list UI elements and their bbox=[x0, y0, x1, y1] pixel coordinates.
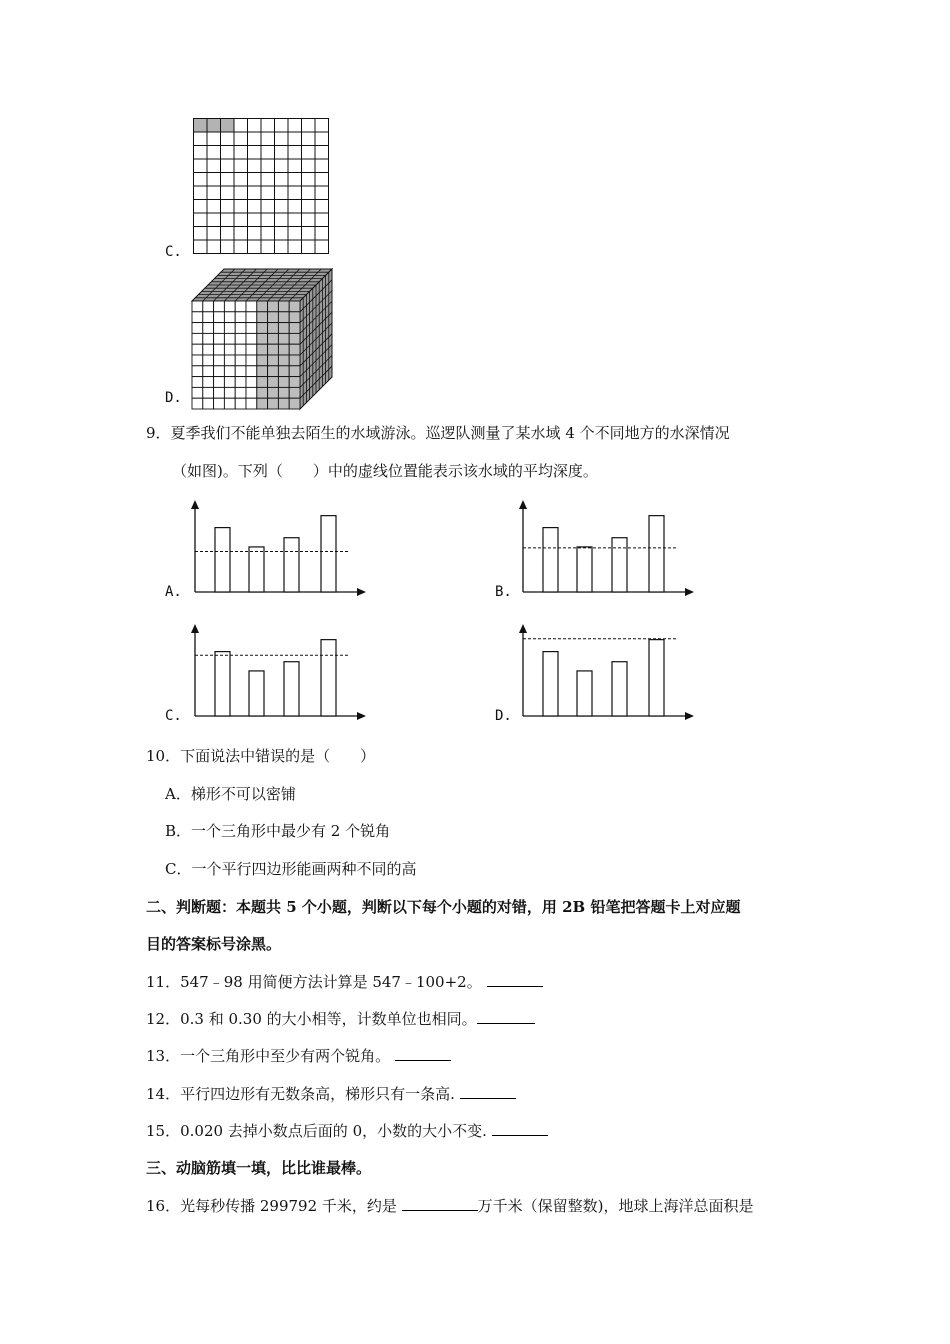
cube-front-cell bbox=[192, 312, 203, 323]
cube-front-cell bbox=[278, 398, 289, 409]
grid-cell bbox=[207, 240, 221, 254]
grid-cell bbox=[261, 186, 275, 200]
cube-front-cell bbox=[224, 398, 235, 409]
cube-front-cell bbox=[289, 398, 300, 409]
cube-front-cell bbox=[192, 301, 203, 312]
grid-cell bbox=[234, 159, 248, 173]
grid-cell bbox=[194, 119, 208, 133]
grid-cell bbox=[194, 186, 208, 200]
depth-bar bbox=[577, 547, 592, 592]
grid-cell bbox=[302, 146, 316, 160]
cube-front-cell bbox=[246, 366, 257, 377]
grid-cell bbox=[261, 173, 275, 187]
depth-bar bbox=[249, 671, 264, 716]
grid-cell bbox=[302, 119, 316, 133]
cube-front-cell bbox=[246, 398, 257, 409]
judgment-15-text: 15．0.020 去掉小数点后面的 0，小数的大小不变. bbox=[146, 1122, 487, 1140]
cube-front-cell bbox=[224, 333, 235, 344]
cube-front-cell bbox=[268, 366, 279, 377]
cube-front-cell bbox=[268, 312, 279, 323]
cube-front-cell bbox=[246, 301, 257, 312]
grid-cell bbox=[221, 146, 235, 160]
cube-front-cell bbox=[235, 387, 246, 398]
grid-cell bbox=[288, 186, 302, 200]
cube-front-cell bbox=[235, 355, 246, 366]
judgment-12 bbox=[146, 1009, 535, 1029]
cube-front-cell bbox=[203, 377, 214, 388]
cube-front-cell bbox=[224, 312, 235, 323]
cube-front-cell bbox=[268, 344, 279, 355]
cube-front-cell bbox=[257, 301, 268, 312]
thousand-cube-figure bbox=[190, 268, 338, 404]
grid-cell bbox=[315, 173, 329, 187]
cube-front-cell bbox=[192, 355, 203, 366]
depth-bar bbox=[649, 640, 664, 716]
grid-cell bbox=[288, 213, 302, 227]
grid-cell bbox=[288, 200, 302, 214]
cube-front-cell bbox=[289, 333, 300, 344]
depth-bar bbox=[543, 528, 558, 592]
grid-cell bbox=[234, 227, 248, 241]
grid-cell bbox=[315, 186, 329, 200]
grid-cell bbox=[288, 240, 302, 254]
grid-cell bbox=[302, 159, 316, 173]
cube-front-cell bbox=[203, 387, 214, 398]
q9-chart-d bbox=[508, 620, 698, 724]
answer-blank-13[interactable] bbox=[395, 1046, 451, 1061]
cube-front-cell bbox=[224, 355, 235, 366]
grid-cell bbox=[288, 119, 302, 133]
cube-front-cell bbox=[192, 398, 203, 409]
grid-cell bbox=[261, 213, 275, 227]
judgment-12-text: 12．0.3 和 0.30 的大小相等，计数单位也相同。 bbox=[146, 1010, 477, 1028]
grid-cell bbox=[315, 200, 329, 214]
section-2-heading-line2: 目的答案标号涂黑。 bbox=[146, 935, 282, 953]
depth-bar bbox=[612, 538, 627, 592]
cube-front-cell bbox=[203, 398, 214, 409]
cube-front-cell bbox=[278, 366, 289, 377]
grid-cell bbox=[221, 240, 235, 254]
grid-cell bbox=[248, 186, 262, 200]
grid-cell bbox=[248, 200, 262, 214]
grid-cell bbox=[275, 200, 289, 214]
grid-cell bbox=[207, 213, 221, 227]
q9-option-c-label: C. bbox=[165, 708, 182, 724]
cube-front-cell bbox=[289, 344, 300, 355]
cube-front-cell bbox=[257, 333, 268, 344]
cube-front-cell bbox=[224, 301, 235, 312]
grid-cell bbox=[221, 119, 235, 133]
grid-cell bbox=[207, 186, 221, 200]
grid-cell bbox=[315, 132, 329, 146]
grid-cell bbox=[261, 159, 275, 173]
grid-cell bbox=[315, 227, 329, 241]
grid-cell bbox=[221, 213, 235, 227]
cube-front-cell bbox=[289, 355, 300, 366]
grid-cell bbox=[221, 186, 235, 200]
grid-cell bbox=[207, 159, 221, 173]
cube-front-cell bbox=[214, 377, 225, 388]
question-16-part2: 万千米（保留整数)，地球上海洋总面积是 bbox=[477, 1197, 754, 1215]
cube-front-cell bbox=[214, 301, 225, 312]
depth-bar bbox=[284, 662, 299, 716]
cube-front-cell bbox=[224, 387, 235, 398]
grid-cell bbox=[234, 146, 248, 160]
grid-cell bbox=[194, 213, 208, 227]
cube-front-cell bbox=[214, 333, 225, 344]
cube-front-cell bbox=[268, 377, 279, 388]
question-9-line2: （如图)。下列（ ）中的虚线位置能表示该水域的平均深度。 bbox=[172, 462, 598, 480]
grid-cell bbox=[315, 146, 329, 160]
grid-cell bbox=[288, 132, 302, 146]
cube-front-cell bbox=[257, 355, 268, 366]
cube-front-cell bbox=[278, 377, 289, 388]
q9-option-d-label: D. bbox=[495, 708, 512, 724]
option-d-label-q8: D. bbox=[165, 390, 182, 406]
cube-front-cell bbox=[268, 323, 279, 334]
grid-cell bbox=[248, 213, 262, 227]
grid-cell bbox=[315, 119, 329, 133]
grid-cell bbox=[248, 227, 262, 241]
grid-cell bbox=[221, 173, 235, 187]
answer-blank-16[interactable] bbox=[402, 1196, 478, 1211]
cube-front-cell bbox=[278, 355, 289, 366]
grid-cell bbox=[207, 146, 221, 160]
cube-front-cell bbox=[289, 387, 300, 398]
grid-cell bbox=[261, 240, 275, 254]
grid-cell bbox=[302, 240, 316, 254]
depth-bar bbox=[649, 516, 664, 592]
cube-front-cell bbox=[289, 323, 300, 334]
grid-cell bbox=[261, 132, 275, 146]
cube-front-cell bbox=[203, 344, 214, 355]
grid-cell bbox=[302, 200, 316, 214]
question-10-stem: 10．下面说法中错误的是（ ） bbox=[146, 747, 376, 765]
cube-front-cell bbox=[257, 398, 268, 409]
q9-chart-a bbox=[180, 496, 370, 600]
cube-front-cell bbox=[203, 301, 214, 312]
grid-cell bbox=[248, 240, 262, 254]
cube-front-cell bbox=[214, 323, 225, 334]
cube-front-cell bbox=[192, 377, 203, 388]
grid-cell bbox=[275, 227, 289, 241]
grid-cell bbox=[275, 159, 289, 173]
cube-front-cell bbox=[246, 387, 257, 398]
grid-cell bbox=[234, 132, 248, 146]
cube-front-cell bbox=[257, 312, 268, 323]
grid-cell bbox=[194, 227, 208, 241]
cube-front-cell bbox=[257, 323, 268, 334]
grid-cell bbox=[315, 159, 329, 173]
cube-front-cell bbox=[235, 312, 246, 323]
judgment-11-text: 11．547﹣98 用简便方法计算是 547﹣100+2。 bbox=[146, 973, 482, 991]
section-2-heading-line1: 二、判断题：本题共 5 个小题，判断以下每个小题的对错，用 2B 铅笔把答题卡上对应题 bbox=[146, 898, 741, 916]
grid-cell bbox=[221, 159, 235, 173]
depth-bar bbox=[215, 652, 230, 716]
cube-front-cell bbox=[278, 323, 289, 334]
judgment-15 bbox=[146, 1121, 548, 1141]
grid-cell bbox=[207, 132, 221, 146]
hundred-grid-figure bbox=[193, 118, 329, 256]
cube-front-cell bbox=[235, 366, 246, 377]
cube-front-cell bbox=[192, 366, 203, 377]
grid-cell bbox=[275, 132, 289, 146]
grid-cell bbox=[288, 227, 302, 241]
judgment-11 bbox=[146, 972, 543, 992]
grid-cell bbox=[288, 146, 302, 160]
cube-front-cell bbox=[278, 312, 289, 323]
cube-front-cell bbox=[203, 355, 214, 366]
depth-bar bbox=[321, 640, 336, 716]
cube-front-cell bbox=[278, 387, 289, 398]
cube-front-cell bbox=[268, 398, 279, 409]
q9-chart-c bbox=[180, 620, 370, 724]
depth-bar bbox=[577, 671, 592, 716]
cube-front-cell bbox=[246, 355, 257, 366]
cube-front-cell bbox=[257, 366, 268, 377]
cube-front-cell bbox=[268, 301, 279, 312]
cube-front-cell bbox=[289, 366, 300, 377]
grid-cell bbox=[234, 119, 248, 133]
option-c-label-q8: C. bbox=[165, 244, 182, 260]
grid-cell bbox=[221, 132, 235, 146]
grid-cell bbox=[261, 146, 275, 160]
grid-cell bbox=[302, 186, 316, 200]
x-axis-arrow bbox=[357, 588, 366, 596]
grid-cell bbox=[234, 213, 248, 227]
grid-cell bbox=[194, 240, 208, 254]
grid-cell bbox=[207, 119, 221, 133]
cube-front-cell bbox=[257, 377, 268, 388]
grid-cell bbox=[275, 240, 289, 254]
cube-front-cell bbox=[214, 312, 225, 323]
cube-front-cell bbox=[289, 377, 300, 388]
y-axis-arrow bbox=[191, 500, 199, 509]
cube-front-cell bbox=[214, 387, 225, 398]
cube-front-cell bbox=[246, 312, 257, 323]
grid-cell bbox=[234, 200, 248, 214]
cube-front-cell bbox=[235, 377, 246, 388]
cube-front-cell bbox=[289, 312, 300, 323]
grid-cell bbox=[221, 200, 235, 214]
depth-bar bbox=[249, 547, 264, 592]
x-axis-arrow bbox=[357, 712, 366, 720]
grid-cell bbox=[275, 173, 289, 187]
cube-front-cell bbox=[192, 344, 203, 355]
cube-front-cell bbox=[235, 344, 246, 355]
grid-cell bbox=[302, 173, 316, 187]
cube-front-cell bbox=[214, 355, 225, 366]
depth-bar bbox=[543, 652, 558, 716]
cube-front-cell bbox=[235, 301, 246, 312]
cube-front-cell bbox=[203, 312, 214, 323]
cube-front-cell bbox=[214, 398, 225, 409]
grid-cell bbox=[248, 173, 262, 187]
cube-front-cell bbox=[235, 398, 246, 409]
cube-front-cell bbox=[224, 323, 235, 334]
y-axis-arrow bbox=[519, 500, 527, 509]
grid-cell bbox=[302, 132, 316, 146]
depth-bar bbox=[215, 528, 230, 592]
cube-front-cell bbox=[268, 387, 279, 398]
cube-front-cell bbox=[278, 344, 289, 355]
cube-front-cell bbox=[214, 366, 225, 377]
cube-front-cell bbox=[192, 387, 203, 398]
q9-option-a-label: A. bbox=[165, 584, 182, 600]
question-16 bbox=[146, 1196, 754, 1216]
cube-front-cell bbox=[278, 301, 289, 312]
cube-front-cell bbox=[235, 333, 246, 344]
judgment-13 bbox=[146, 1046, 451, 1066]
cube-front-cell bbox=[278, 333, 289, 344]
question-16-part1: 16．光每秒传播 299792 千米，约是 bbox=[146, 1197, 397, 1215]
answer-blank-15[interactable] bbox=[492, 1121, 548, 1136]
grid-cell bbox=[288, 173, 302, 187]
grid-cell bbox=[221, 227, 235, 241]
grid-cell bbox=[261, 119, 275, 133]
question-10-option-b: B．一个三角形中最少有 2 个锐角 bbox=[165, 822, 391, 840]
grid-cell bbox=[194, 159, 208, 173]
grid-cell bbox=[194, 200, 208, 214]
grid-cell bbox=[275, 186, 289, 200]
cube-front-cell bbox=[246, 377, 257, 388]
grid-cell bbox=[194, 173, 208, 187]
grid-cell bbox=[261, 227, 275, 241]
cube-front-cell bbox=[268, 333, 279, 344]
judgment-14 bbox=[146, 1084, 516, 1104]
question-10-option-c: C．一个平行四边形能画两种不同的高 bbox=[165, 860, 417, 878]
answer-blank-12[interactable] bbox=[477, 1009, 535, 1024]
cube-front-cell bbox=[224, 344, 235, 355]
answer-blank-11[interactable] bbox=[487, 972, 543, 987]
grid-cell bbox=[248, 159, 262, 173]
judgment-13-text: 13．一个三角形中至少有两个锐角。 bbox=[146, 1047, 391, 1065]
grid-cell bbox=[194, 132, 208, 146]
grid-cell bbox=[207, 227, 221, 241]
cube-front-cell bbox=[268, 355, 279, 366]
grid-cell bbox=[315, 213, 329, 227]
x-axis-arrow bbox=[685, 588, 694, 596]
cube-front-cell bbox=[203, 366, 214, 377]
cube-front-cell bbox=[224, 377, 235, 388]
question-9-line1: 9．夏季我们不能单独去陌生的水域游泳。巡逻队测量了某水域 4 个不同地方的水深情况 bbox=[146, 424, 730, 442]
cube-front-cell bbox=[224, 366, 235, 377]
question-10-option-a: A．梯形不可以密铺 bbox=[165, 785, 296, 803]
cube-front-cell bbox=[235, 323, 246, 334]
q9-chart-b bbox=[508, 496, 698, 600]
cube-front-cell bbox=[289, 301, 300, 312]
grid-cell bbox=[248, 146, 262, 160]
x-axis-arrow bbox=[685, 712, 694, 720]
grid-cell bbox=[207, 200, 221, 214]
cube-front-cell bbox=[246, 323, 257, 334]
grid-cell bbox=[275, 213, 289, 227]
cube-front-cell bbox=[246, 344, 257, 355]
grid-cell bbox=[234, 186, 248, 200]
grid-cell bbox=[234, 173, 248, 187]
grid-cell bbox=[275, 146, 289, 160]
grid-cell bbox=[288, 159, 302, 173]
grid-cell bbox=[302, 227, 316, 241]
y-axis-arrow bbox=[191, 624, 199, 633]
grid-cell bbox=[194, 146, 208, 160]
y-axis-arrow bbox=[519, 624, 527, 633]
judgment-14-text: 14．平行四边形有无数条高，梯形只有一条高. bbox=[146, 1085, 455, 1103]
grid-cell bbox=[207, 173, 221, 187]
section-3-heading: 三、动脑筋填一填，比比谁最棒。 bbox=[146, 1159, 372, 1177]
cube-front-cell bbox=[257, 387, 268, 398]
cube-front-cell bbox=[192, 333, 203, 344]
grid-cell bbox=[261, 200, 275, 214]
cube-front-cell bbox=[203, 333, 214, 344]
q9-option-b-label: B. bbox=[495, 584, 512, 600]
depth-bar bbox=[321, 516, 336, 592]
cube-front-cell bbox=[203, 323, 214, 334]
answer-blank-14[interactable] bbox=[460, 1084, 516, 1099]
cube-front-cell bbox=[257, 344, 268, 355]
grid-cell bbox=[302, 213, 316, 227]
grid-cell bbox=[275, 119, 289, 133]
grid-cell bbox=[315, 240, 329, 254]
cube-front-cell bbox=[192, 323, 203, 334]
cube-front-cell bbox=[246, 333, 257, 344]
grid-cell bbox=[234, 240, 248, 254]
grid-cell bbox=[248, 132, 262, 146]
depth-bar bbox=[612, 662, 627, 716]
depth-bar bbox=[284, 538, 299, 592]
grid-cell bbox=[248, 119, 262, 133]
cube-front-cell bbox=[214, 344, 225, 355]
